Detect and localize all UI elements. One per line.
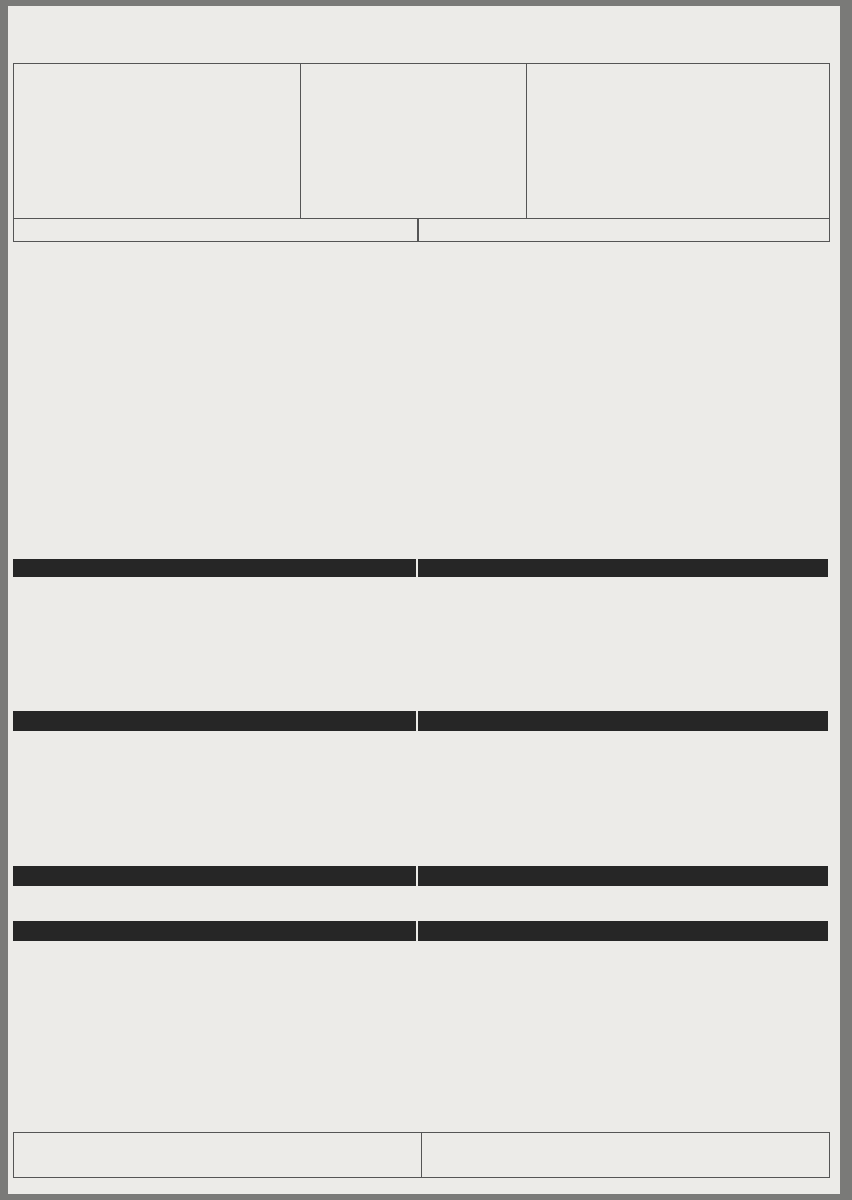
- bar-j1-away: [418, 559, 828, 577]
- bar-super-away: [418, 866, 828, 886]
- bar-j2-home: [13, 711, 416, 731]
- away-header: [418, 218, 830, 242]
- bar-j2-away: [418, 711, 828, 731]
- header-box: [13, 63, 830, 219]
- bar-j1-home: [13, 559, 416, 577]
- home-header: [13, 218, 418, 242]
- bar-koti-away: [418, 921, 828, 941]
- scoresheet: [8, 6, 840, 1194]
- bar-koti-home: [13, 921, 416, 941]
- bar-super-home: [13, 866, 416, 886]
